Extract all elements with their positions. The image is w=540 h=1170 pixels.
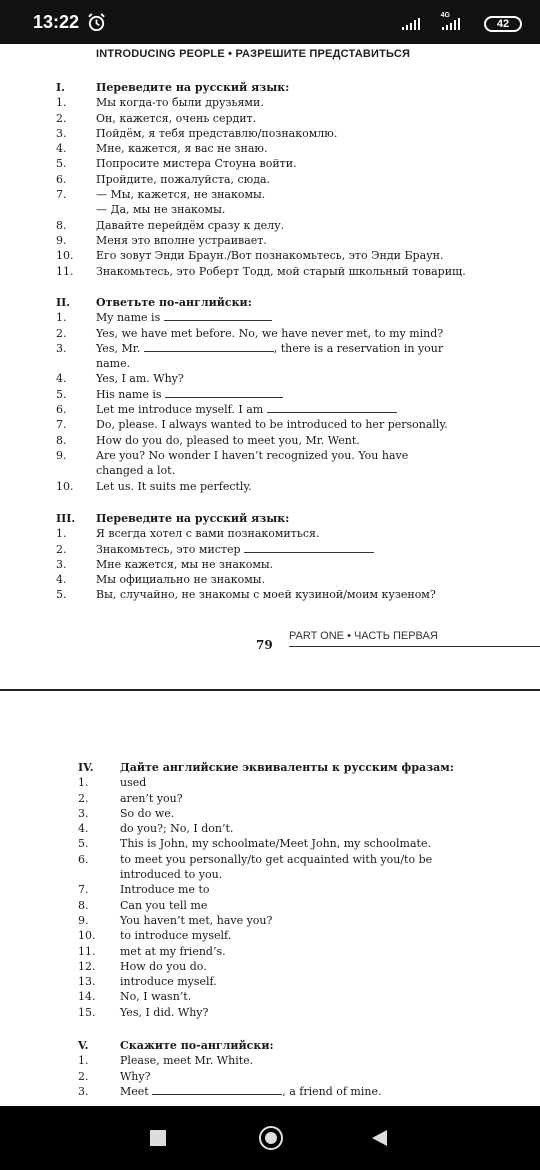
- item-number: 10.: [56, 249, 74, 263]
- exercise-section-3: [56, 511, 526, 603]
- section-number: I.: [56, 81, 65, 94]
- item-number: 2.: [56, 542, 67, 556]
- book-page-79: [0, 44, 540, 690]
- list-item: [78, 989, 528, 1004]
- item-number: 9.: [78, 913, 89, 927]
- list-item: [56, 387, 526, 402]
- item-number: 1.: [78, 776, 89, 790]
- section-title: Ответьте по-английски:: [96, 296, 252, 309]
- item-number: 12.: [78, 959, 96, 973]
- item-number: 3.: [56, 126, 67, 140]
- item-number: 8.: [56, 433, 67, 447]
- item-text: Его зовут Энди Браун./Вот познакомьтесь, это Энди Браун.: [96, 249, 444, 263]
- list-item: [78, 928, 528, 943]
- list-item: [56, 141, 526, 156]
- list-item: [78, 974, 528, 989]
- status-bar: [0, 0, 540, 44]
- item-text-continued: , a friend of mine.: [282, 1084, 382, 1098]
- list-item: [56, 542, 526, 557]
- fill-in-blank: [244, 542, 374, 553]
- item-text: met at my friend’s.: [120, 944, 226, 958]
- list-item: [56, 95, 526, 110]
- item-text: Вы, случайно, не знакомы с моей кузиной/моим кузеном?: [96, 588, 436, 602]
- item-number: 2.: [56, 326, 67, 340]
- item-number: 1.: [56, 527, 67, 541]
- item-text: to introduce myself.: [120, 929, 232, 943]
- section-number: III.: [56, 512, 76, 525]
- list-item: [56, 341, 526, 356]
- item-text: Попросите мистера Стоуна войти.: [96, 157, 297, 171]
- list-item: [56, 479, 526, 494]
- list-item: [56, 433, 526, 448]
- list-item: [78, 959, 528, 974]
- item-text: changed a lot.: [96, 464, 176, 478]
- item-text: — Да, мы не знакомы.: [96, 203, 226, 217]
- item-number: 7.: [56, 188, 67, 202]
- list-item: [56, 126, 526, 141]
- fill-in-blank: [267, 402, 397, 413]
- list-item: [56, 218, 526, 233]
- list-item: [56, 156, 526, 171]
- item-text: Пройдите, пожалуйста, сюда.: [96, 172, 271, 186]
- item-number: 6.: [56, 172, 67, 186]
- item-number: 2.: [78, 791, 89, 805]
- list-item: [56, 402, 526, 417]
- item-number: 3.: [56, 341, 67, 355]
- list-item: [78, 898, 528, 913]
- list-item: [56, 526, 526, 541]
- item-text: Знакомьтесь, это Роберт Тодд, мой старый школьный товарищ.: [96, 264, 466, 278]
- item-text: Are you? No wonder I haven’t recognized you. You have: [96, 448, 409, 462]
- item-number: 8.: [56, 218, 67, 232]
- list-item: [78, 852, 528, 867]
- exercise-section-5: [78, 1038, 528, 1099]
- item-text: Пойдём, я тебя представлю/познакомлю.: [96, 126, 338, 140]
- list-item: [56, 587, 526, 602]
- list-item: [56, 202, 526, 217]
- battery-indicator: 42: [484, 16, 522, 32]
- section-title: Скажите по-английски:: [120, 1039, 274, 1052]
- exercise-section-4: [78, 760, 528, 1020]
- item-text: Я всегда хотел с вами познакомиться.: [96, 527, 320, 541]
- item-text: aren’t you?: [120, 791, 183, 805]
- item-number: 13.: [78, 975, 96, 989]
- item-number: 4.: [78, 822, 89, 836]
- item-number: 1.: [78, 1054, 89, 1068]
- item-text: do you?; No, I don’t.: [120, 822, 234, 836]
- section-number: V.: [78, 1039, 89, 1052]
- list-item: [78, 791, 528, 806]
- section-number: II.: [56, 296, 71, 309]
- list-item: [56, 572, 526, 587]
- home-button[interactable]: [259, 1126, 283, 1150]
- item-text: Знакомьтесь, это мистер: [96, 542, 241, 556]
- item-number: 4.: [56, 142, 67, 156]
- item-text: Он, кажется, очень сердит.: [96, 111, 257, 125]
- list-item: [56, 371, 526, 386]
- item-text: name.: [96, 357, 131, 371]
- item-number: 14.: [78, 990, 96, 1004]
- section-title: Переведите на русский язык:: [96, 81, 290, 94]
- footer-rule: [289, 646, 540, 647]
- item-number: 5.: [56, 387, 67, 401]
- item-text: Давайте перейдём сразу к делу.: [96, 218, 285, 232]
- fill-in-blank: [164, 310, 272, 321]
- status-time: 13:22: [33, 12, 80, 32]
- footer-part-label: PART ONE • ЧАСТЬ ПЕРВАЯ: [289, 630, 438, 642]
- signal-icon-2: [442, 18, 460, 30]
- fill-in-blank: [165, 387, 283, 398]
- exercise-section-1: [56, 80, 526, 279]
- list-item: [56, 264, 526, 279]
- item-number: 6.: [78, 852, 89, 866]
- item-number: 4.: [56, 573, 67, 587]
- item-text: Мы официально не знакомы.: [96, 573, 266, 587]
- list-item: [78, 1069, 528, 1084]
- item-text: His name is: [96, 387, 162, 401]
- fill-in-blank: [152, 1084, 282, 1095]
- back-button[interactable]: [372, 1130, 387, 1146]
- exercise-section-2: [56, 295, 526, 494]
- item-number: 5.: [78, 837, 89, 851]
- list-item: [56, 233, 526, 248]
- item-text: Меня это вполне устраивает.: [96, 233, 267, 247]
- item-text: used: [120, 776, 147, 790]
- item-text: Мне кажется, мы не знакомы.: [96, 557, 274, 571]
- item-text: Please, meet Mr. White.: [120, 1054, 254, 1068]
- list-item: [56, 557, 526, 572]
- list-item: [78, 806, 528, 821]
- item-text: How do you do.: [120, 959, 207, 973]
- item-number: 15.: [78, 1005, 96, 1019]
- list-item: [56, 172, 526, 187]
- item-text: Yes, I am. Why?: [96, 372, 184, 386]
- item-number: 7.: [56, 418, 67, 432]
- list-item: [56, 248, 526, 263]
- list-item: [78, 1053, 528, 1068]
- item-text: You haven’t met, have you?: [120, 913, 273, 927]
- item-number: 2.: [78, 1069, 89, 1083]
- item-number: 1.: [56, 96, 67, 110]
- item-text: to meet you personally/to get acquainted with you/to be: [120, 852, 433, 866]
- item-text: This is John, my schoolmate/Meet John, my schoolmate.: [120, 837, 431, 851]
- list-item: [78, 913, 528, 928]
- item-text: Мне, кажется, я вас не знаю.: [96, 142, 268, 156]
- item-number: 11.: [78, 944, 96, 958]
- list-item: [78, 867, 528, 882]
- list-item: [78, 1084, 528, 1099]
- recent-apps-button[interactable]: [150, 1130, 166, 1146]
- list-item: [56, 463, 526, 478]
- list-item: [56, 448, 526, 463]
- item-text: No, I wasn’t.: [120, 990, 192, 1004]
- list-item: [56, 417, 526, 432]
- item-text: — Мы, кажется, не знакомы.: [96, 188, 266, 202]
- item-text: Introduce me to: [120, 883, 210, 897]
- list-item: [78, 821, 528, 836]
- item-text: Yes, I did. Why?: [120, 1005, 209, 1019]
- list-item: [78, 836, 528, 851]
- item-number: 8.: [78, 898, 89, 912]
- list-item: [78, 775, 528, 790]
- list-item: [78, 944, 528, 959]
- item-number: 4.: [56, 372, 67, 386]
- list-item: [56, 356, 526, 371]
- item-text: Can you tell me: [120, 898, 208, 912]
- item-text: Let me introduce myself. I am: [96, 403, 264, 417]
- item-number: 3.: [78, 806, 89, 820]
- item-text: How do you do, pleased to meet you, Mr. Went.: [96, 433, 360, 447]
- item-number: 10.: [78, 929, 96, 943]
- list-item: [78, 1005, 528, 1020]
- section-title: Дайте английские эквиваленты к русским фразам:: [120, 761, 454, 774]
- item-number: 2.: [56, 111, 67, 125]
- page-number: 79: [256, 638, 273, 652]
- page-header: INTRODUCING PEOPLE • РАЗРЕШИТЕ ПРЕДСТАВИТЬСЯ: [96, 48, 411, 60]
- item-number: 7.: [78, 883, 89, 897]
- navigation-bar: [0, 1106, 540, 1170]
- item-number: 9.: [56, 448, 67, 462]
- item-text: Do, please. I always wanted to be introduced to her personally.: [96, 418, 448, 432]
- list-item: [78, 882, 528, 897]
- section-title: Переведите на русский язык:: [96, 512, 290, 525]
- item-text: My name is: [96, 311, 161, 325]
- item-number: 11.: [56, 264, 74, 278]
- book-page-next: [0, 692, 540, 1106]
- list-item: [56, 111, 526, 126]
- item-number: 1.: [56, 311, 67, 325]
- signal-icon: [402, 18, 420, 30]
- item-text: Why?: [120, 1069, 151, 1083]
- item-text: So do we.: [120, 806, 175, 820]
- item-text: Yes, we have met before. No, we have never met, to my mind?: [96, 326, 444, 340]
- fill-in-blank: [144, 341, 274, 352]
- item-number: 6.: [56, 403, 67, 417]
- item-number: 10.: [56, 479, 74, 493]
- list-item: [56, 187, 526, 202]
- item-text: introduce myself.: [120, 975, 217, 989]
- item-text-continued: , there is a reservation in your: [273, 341, 444, 355]
- item-number: 3.: [56, 557, 67, 571]
- section-number: IV.: [78, 761, 94, 774]
- item-number: 3.: [78, 1084, 89, 1098]
- item-text: Yes, Mr.: [96, 341, 141, 355]
- network-type: 4G: [440, 12, 450, 19]
- item-text: Meet: [120, 1084, 149, 1098]
- item-text: Let us. It suits me perfectly.: [96, 479, 252, 493]
- page-divider: [0, 689, 540, 691]
- item-number: 5.: [56, 157, 67, 171]
- item-number: 5.: [56, 588, 67, 602]
- item-number: 9.: [56, 233, 67, 247]
- item-text: Мы когда-то были друзьями.: [96, 96, 264, 110]
- alarm-icon: [87, 13, 106, 32]
- item-text: introduced to you.: [120, 868, 223, 882]
- list-item: [56, 310, 526, 325]
- list-item: [56, 326, 526, 341]
